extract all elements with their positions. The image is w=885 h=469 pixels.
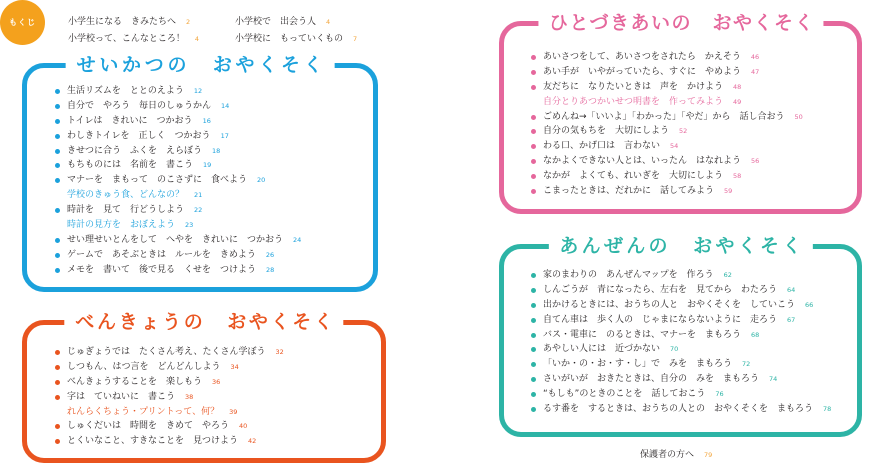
toc-list: [55, 345, 284, 449]
toc-entry-page: 38: [185, 392, 194, 401]
toc-entry-title: きせつに合う ふくを えらぼう: [67, 145, 203, 156]
toc-entry-page: 52: [679, 127, 688, 136]
toc-entry-page: 39: [229, 407, 238, 416]
section-hitozukiai: [499, 12, 862, 214]
guardian-entry-page: 79: [704, 451, 713, 459]
toc-entry-page: 64: [787, 285, 796, 294]
bullet-dot: [531, 347, 536, 352]
toc-entry-page: 70: [670, 345, 679, 354]
toc-entry: [531, 154, 803, 169]
toc-entry-page: 17: [220, 131, 229, 140]
toc-entry: [55, 390, 284, 405]
toc-entry-title: べんきょうすることを 楽しもう: [67, 376, 203, 387]
toc-entry: [55, 375, 284, 390]
toc-entry: [531, 50, 803, 65]
bullet-dot: [531, 70, 536, 75]
toc-entry-page: 58: [733, 172, 742, 181]
section-heading: ひとづきあいの おやくそく: [538, 11, 823, 35]
bullet-dot: [55, 424, 60, 429]
bullet-dot: [531, 407, 536, 412]
bullet-dot: [55, 104, 60, 109]
toc-entry-title: 友だちに なりたいときは 声を かけよう: [543, 81, 724, 92]
toc-entry-page: 22: [194, 206, 203, 215]
toc-entry-title: じゅぎょうでは たくさん考え、たくさん学ぼう: [67, 347, 266, 357]
toc-entry-page: 66: [805, 300, 814, 309]
toc-entry-page: 42: [248, 437, 257, 446]
toc-sub-entry: [55, 188, 301, 203]
toc-entry: [55, 233, 301, 248]
toc-entry-title: とくいなこと、すきなことを 見つけよう: [67, 436, 239, 447]
bullet-dot: [55, 238, 60, 243]
toc-entry-title: さいがいが おきたときは、自分の みを まもろう: [543, 374, 760, 385]
toc-entry-title: 出かけるときには、おうちの人と おやくそくを していこう: [543, 299, 796, 310]
toc-entry: [55, 99, 301, 114]
bullet-dot: [55, 268, 60, 273]
toc-list: [55, 84, 301, 278]
toc-entry-page: 12: [193, 87, 203, 95]
toc-entry-title: わる口、かげ口は 言わない: [543, 141, 661, 152]
toc-entry-page: 62: [723, 271, 732, 279]
toc-entry-page: 56: [751, 157, 760, 166]
bullet-dot: [531, 174, 536, 179]
toc-entry-title: 「いか・の・お・す・し」で みを まもろう: [543, 359, 733, 370]
toc-entry-title: 自分で やろう 毎日のしゅうかん: [67, 100, 212, 111]
toc-entry: [531, 283, 831, 298]
intro-entry-title: 小学校って、こんなところ！: [68, 34, 185, 44]
toc-entry-page: 24: [293, 235, 302, 244]
toc-entry-page: 23: [185, 221, 194, 230]
toc-entry-page: 48: [733, 82, 742, 91]
intro-entry: [68, 14, 199, 31]
bullet-dot: [531, 333, 536, 338]
bullet-dot: [55, 439, 60, 444]
toc-entry-page: 46: [750, 53, 760, 61]
intro-entry: [68, 31, 199, 48]
bullet-dot: [531, 303, 536, 308]
toc-entry: [55, 158, 301, 173]
toc-entry: [55, 129, 301, 144]
toc-entry-page: 68: [751, 330, 760, 339]
toc-entry-page: 67: [787, 315, 796, 324]
intro-list-left: [68, 14, 199, 48]
toc-entry-page: 49: [733, 97, 742, 106]
toc-entry: [531, 313, 831, 328]
toc-entry-page: 18: [212, 146, 221, 155]
toc-entry: [531, 387, 831, 402]
bullet-dot: [55, 149, 60, 154]
toc-entry-title: 時計の見方を おぼえよう: [67, 220, 176, 231]
toc-sub-entry: [55, 218, 301, 233]
toc-entry-page: 54: [670, 142, 679, 151]
toc-entry: [531, 124, 803, 139]
toc-entry-title: メモを 書いて 後で見る くせを つけよう: [67, 264, 257, 275]
toc-entry: [531, 268, 831, 283]
toc-entry: [531, 65, 803, 80]
intro-entry-title: 小学校に もっていくもの: [235, 34, 344, 44]
intro-entry: [235, 14, 357, 31]
toc-entry-title: せい理せいとんをして へやを きれいに つかおう: [67, 234, 284, 245]
toc-entry-page: 59: [724, 187, 733, 196]
bullet-dot: [531, 55, 536, 60]
toc-entry-title: ゲームで あそぶときは ルールを きめよう: [67, 249, 256, 260]
toc-entry-page: 20: [257, 176, 266, 185]
toc-entry-title: もちものには 名前を 書こう: [67, 160, 194, 171]
guardian-entry-title: 保護者の方へ: [640, 450, 695, 460]
toc-entry-page: 19: [203, 161, 212, 170]
intro-entry-page: 4: [194, 35, 199, 43]
toc-entry-title: ごめんね→「いいよ」「わかった」「やだ」から 話し合おう: [543, 111, 785, 122]
toc-entry-title: 時計を 見て 行どうしよう: [67, 205, 185, 216]
toc-entry: [55, 434, 284, 449]
contents-badge-label: もくじ: [9, 18, 36, 27]
toc-list: [531, 268, 831, 417]
toc-entry: [531, 169, 803, 184]
toc-entry-page: 78: [823, 405, 832, 414]
bullet-dot: [531, 189, 536, 194]
toc-entry-page: 32: [275, 348, 284, 356]
toc-entry-page: 50: [794, 112, 803, 121]
bullet-dot: [531, 85, 536, 90]
toc-entry-title: 自分とりあつかいせつ明書を 作ってみよう: [543, 96, 724, 107]
toc-entry: [531, 372, 831, 387]
toc-entry-title: 家のまわりの あんぜんマップを 作ろう: [543, 270, 714, 280]
toc-entry-title: しんごうが 青になったら、左右を 見てから わたろう: [543, 284, 778, 295]
intro-entry-page: 4: [326, 18, 331, 26]
toc-entry-title: こまったときは、だれかに 話してみよう: [543, 186, 715, 197]
intro-entry-title: 小学校で 出会う人: [235, 17, 317, 27]
toc-list: [531, 50, 803, 199]
toc-sub-entry: [531, 95, 803, 110]
toc-entry: [531, 184, 803, 199]
toc-entry: [531, 110, 803, 125]
toc-entry: [55, 114, 301, 129]
toc-entry-page: 72: [742, 360, 751, 369]
bullet-dot: [55, 89, 60, 94]
toc-entry: [531, 298, 831, 313]
toc-entry-title: れんらくちょう・プリントって、何？: [67, 406, 220, 417]
toc-entry-page: 26: [265, 250, 275, 259]
bullet-dot: [531, 144, 536, 149]
guardian-entry: [640, 447, 712, 463]
toc-entry-title: 学校のきゅう食、どんなの？: [67, 190, 185, 201]
bullet-dot: [55, 134, 60, 139]
section-anzen: [499, 235, 862, 437]
toc-entry: [531, 357, 831, 372]
intro-entry-page: 7: [353, 35, 358, 43]
toc-entry: [531, 80, 803, 95]
intro-entry-title: 小学生になる きみたちへ: [68, 17, 177, 27]
toc-entry: [55, 248, 301, 263]
toc-entry-title: 自てん車は 歩く人の じゃまにならないように 走ろう: [543, 314, 778, 325]
toc-entry-title: あい手が いやがっていたら、すぐに やめよう: [543, 66, 742, 77]
toc-entry: [55, 360, 284, 375]
toc-entry-title: 生活リズムを ととのえよう: [67, 86, 184, 96]
bullet-dot: [55, 253, 60, 258]
bullet-dot: [531, 129, 536, 134]
toc-entry-title: “もしも”のときのことを 話しておこう: [543, 389, 706, 400]
bullet-dot: [55, 178, 60, 183]
bullet-dot: [531, 318, 536, 323]
section-heading: べんきょうの おやくそく: [64, 310, 343, 334]
intro-entry-page: 2: [186, 18, 191, 26]
bullet-dot: [55, 380, 60, 385]
toc-entry-title: 字は ていねいに 書こう: [67, 391, 176, 402]
bullet-dot: [531, 159, 536, 164]
toc-entry-title: トイレは きれいに つかおう: [67, 115, 193, 126]
toc-entry: [531, 342, 831, 357]
bullet-dot: [531, 273, 536, 278]
toc-entry-title: なかよくできない人とは、いったん はなれよう: [543, 156, 742, 167]
section-seikatsu: [22, 54, 378, 292]
toc-entry-title: あやしい人には 近づかない: [543, 344, 661, 355]
toc-entry: [55, 173, 301, 188]
intro-list-right: [235, 14, 357, 48]
toc-entry: [55, 144, 301, 159]
bullet-dot: [55, 350, 60, 355]
toc-entry-page: 36: [212, 377, 221, 386]
toc-entry-page: 14: [221, 101, 230, 110]
bullet-dot: [531, 377, 536, 382]
toc-entry-title: マナーを まもって のこさずに 食べよう: [67, 175, 248, 186]
bullet-dot: [531, 115, 536, 120]
bullet-dot: [55, 208, 60, 213]
toc-entry: [55, 345, 284, 360]
toc-entry-title: るす番を するときは、おうちの人との おやくそくを まもろう: [543, 404, 814, 415]
bullet-dot: [531, 288, 536, 293]
toc-entry: [55, 203, 301, 218]
toc-entry: [531, 328, 831, 343]
toc-entry-page: 28: [266, 265, 275, 274]
contents-badge: [0, 0, 45, 45]
toc-entry-page: 74: [769, 375, 778, 384]
toc-entry: [55, 263, 301, 278]
toc-entry-page: 76: [715, 390, 724, 399]
toc-entry-title: 自分の気もちを 大切にしよう: [543, 126, 670, 137]
section-heading: せいかつの おやくそく: [66, 53, 335, 77]
bullet-dot: [55, 395, 60, 400]
bullet-dot: [55, 365, 60, 370]
bullet-dot: [531, 392, 536, 397]
toc-sub-entry: [55, 405, 284, 420]
toc-entry-title: バス・電車に のるときは、マナーを まもろう: [543, 329, 742, 340]
intro-entry: [235, 31, 357, 48]
bullet-dot: [531, 362, 536, 367]
toc-entry-title: なかが よくても、れいぎを 大切にしよう: [543, 171, 724, 182]
toc-entry-page: 34: [230, 362, 239, 371]
section-heading: あんぜんの おやくそく: [548, 234, 812, 258]
toc-entry-title: しゅくだいは 時間を きめて やろう: [67, 421, 230, 432]
toc-entry-page: 40: [239, 422, 248, 431]
toc-entry-page: 47: [751, 67, 760, 76]
toc-entry-title: あいさつをして、あいさつをされたら かえそう: [543, 52, 741, 62]
bullet-dot: [55, 163, 60, 168]
section-benkyou: [22, 311, 386, 463]
toc-entry: [531, 139, 803, 154]
toc-entry: [531, 402, 831, 417]
toc-entry: [55, 84, 301, 99]
toc-entry-title: わしきトイレを 正しく つかおう: [67, 130, 211, 141]
bullet-dot: [55, 119, 60, 124]
toc-entry: [55, 419, 284, 434]
toc-entry-page: 21: [194, 191, 203, 200]
toc-entry-title: しつもん、はつ言を どんどんしよう: [67, 361, 221, 372]
toc-entry-page: 16: [202, 116, 211, 125]
